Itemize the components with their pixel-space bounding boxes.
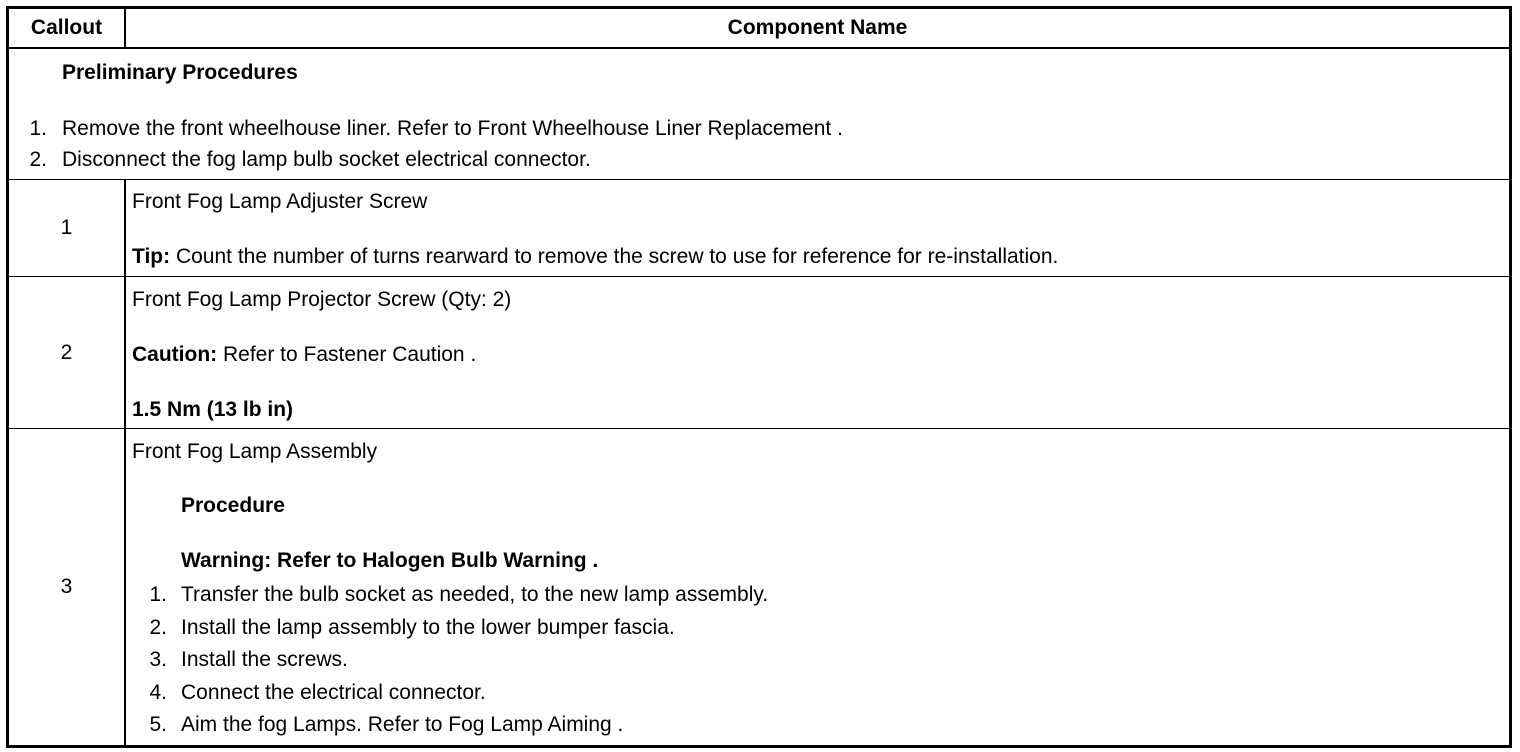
callout-number: 2 — [9, 277, 126, 428]
table-row — [9, 180, 1509, 277]
component-name: Front Fog Lamp Adjuster Screw — [132, 190, 428, 213]
warning-note: Warning: Refer to Halogen Bulb Warning . — [181, 549, 599, 572]
component-name-column-header: Component Name — [727, 16, 908, 39]
caution-note — [132, 343, 476, 367]
preliminary-step-number: 1. — [29, 117, 47, 140]
procedure-step-text: Aim the fog Lamps. Refer to Fog Lamp Aiming . — [181, 713, 624, 736]
procedure-step-number: 4. — [149, 681, 167, 704]
procedure-step-text: Transfer the bulb socket as needed, to the new lamp assembly. — [181, 583, 769, 606]
tip-note — [132, 245, 1058, 269]
procedure-step-text: Install the lamp assembly to the lower bumper fascia. — [181, 616, 675, 639]
callout-number: 3 — [9, 429, 126, 745]
preliminary-step-number: 2. — [29, 148, 47, 171]
procedure-step-text: Connect the electrical connector. — [181, 681, 486, 704]
preliminary-step-text: Disconnect the fog lamp bulb socket electrical connector. — [62, 148, 591, 171]
callout-number: 1 — [9, 180, 126, 276]
table-row — [9, 277, 1509, 429]
caution-label: Caution: — [132, 343, 218, 366]
procedure-step-text: Install the screws. — [181, 648, 348, 671]
component-cell — [126, 277, 1509, 428]
preliminary-procedures-title: Preliminary Procedures — [62, 61, 298, 84]
callout-column-header: Callout — [9, 9, 126, 47]
procedure-step-number: 3. — [149, 648, 167, 671]
caution-text: Refer to Fastener Caution . — [217, 343, 477, 366]
preliminary-step-text: Remove the front wheelhouse liner. Refer to Front Wheelhouse Liner Replacement . — [62, 117, 843, 140]
tip-label: Tip: — [132, 245, 171, 268]
component-cell — [126, 429, 1509, 745]
preliminary-procedures-row — [9, 49, 1509, 180]
tip-text: Count the number of turns rearward to remove the screw to use for reference for re-installation. — [170, 245, 1059, 268]
table-row — [9, 429, 1509, 745]
component-name: Front Fog Lamp Projector Screw (Qty: 2) — [132, 288, 512, 311]
procedure-step-number: 2. — [149, 616, 167, 639]
procedure-title: Procedure — [181, 494, 285, 517]
component-cell — [126, 180, 1509, 276]
procedure-step-number: 1. — [149, 583, 167, 606]
component-name: Front Fog Lamp Assembly — [132, 440, 378, 463]
torque-spec: 1.5 Nm (13 lb in) — [132, 398, 294, 421]
procedure-step-number: 5. — [149, 713, 167, 736]
table-header-row — [9, 9, 1509, 49]
procedure-table — [6, 6, 1512, 748]
